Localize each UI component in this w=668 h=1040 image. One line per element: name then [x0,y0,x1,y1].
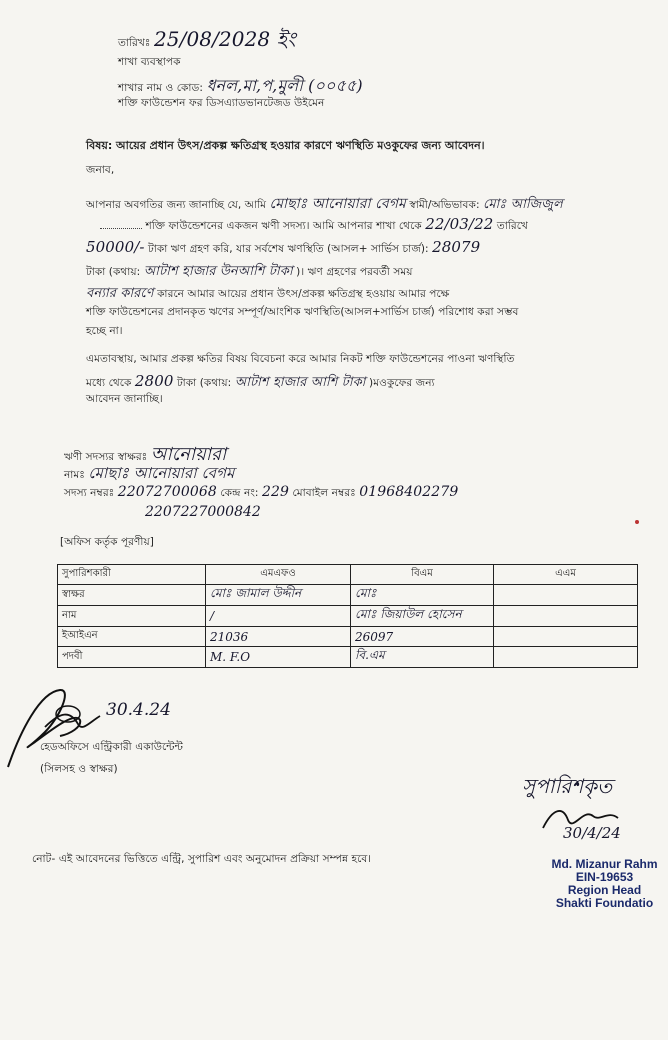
bm-name: মোঃ জিয়াউল হোসেন [351,606,494,627]
header-mfo: এমএফও [206,565,351,585]
table-row [58,585,638,606]
applicant-name-hand: মোছাঃ আনোয়ারা বেগম [269,196,406,212]
row-label: নাম [58,606,206,627]
member-signature-label: ঋণী সদস্যর স্বাক্ষরঃ [64,451,148,463]
member-number-hand: 22072700068 [117,484,217,500]
mobile-number-hand: 01968402279 [359,484,459,500]
date-label: তারিখঃ [118,37,151,49]
para2-in-words-label: টাকা (কথায়: [176,377,232,389]
subject-line: বিষয়: আয়ের প্রধান উৎস/প্রকল্প ক্ষতিগ্রস্থ হওয়ার কারণে ঋণস্থিতি মওকুফের জন্য আবেদন। [86,139,485,152]
member-name-label: নামঃ [64,469,85,481]
org-name: শক্তি ফাউন্ডেশন ফর ডিসএ্যাডভানটেজড উইমেন [118,97,325,109]
branch-label: শাখার নাম ও কোড: [118,82,203,94]
stamp-name: Md. Mizanur Rahm [551,857,658,871]
am-name [494,606,638,627]
stamp-role: Region Head [567,883,642,897]
loan-amount-hand: 50000/- [86,238,145,256]
para2-text-waive: )মওকুফের জন্য [369,377,435,389]
table-row [58,606,638,627]
date-value: 25/08/2028 ইং [153,27,296,51]
header-bm: বিএম [351,565,494,585]
mfo-signature: মোঃ জামাল উদ্দীন [206,585,351,606]
member-name-hand: মোছাঃ আনোয়ারা বেগম [88,464,235,482]
loan-date-hand: 22/03/22 [425,215,494,233]
waive-amount-hand: 2800 [134,372,174,390]
center-number-label: কেন্দ্র নং: [220,487,259,499]
para1-line1 [86,192,563,216]
am-designation [494,647,638,668]
footer-note: নোট- এই আবেদনের ভিত্তিতে এন্ট্রি, সুপারিশ এবং অনুমোদন প্রক্রিয়া সম্পন্ন হবে। [32,853,372,865]
outstanding-hand: 28079 [432,238,481,256]
para1-text-after: )। ঋণ গ্রহণের পরবর্তী সময় [296,266,413,278]
recommendation-table [57,564,638,668]
stamp-org: Shakti Foundatio [555,896,654,910]
row-label: ইআইএন [58,627,206,647]
recommended-hand: সুপারিশকৃত [522,774,613,798]
para1-text-intro: আপনার অবগতির জন্য জানাচ্ছি যে, আমি [86,199,267,211]
para1-line4 [86,262,413,283]
member-number-hand-2: 2207227000842 [145,504,261,520]
region-head-stamp [537,858,668,910]
salutation: জনাব, [86,164,115,176]
in-words-label: টাকা (কথায়: [86,266,141,278]
row-label: পদবী [58,647,206,668]
para1-text-loan: টাকা ঋণ গ্রহণ করি, যার সর্বশেষ ঋণস্থিতি (আসল+ সার্ভিস চার্জ): [148,243,429,255]
am-signature [494,585,638,606]
para2-line3: আবেদন জানাচ্ছি। [86,393,163,405]
mfo-designation: M. F.O [206,647,351,668]
branch-value: ধনল,মা,প,মুলী (০০৫৫) [206,76,363,95]
para1-line5 [86,284,449,305]
row-label: স্বাক্ষর [58,585,206,606]
para2-text-from: মধ্যে থেকে [86,377,132,389]
para1-text-reason: কারনে আমার আয়ের প্রধান উৎস/প্রকল্প ক্ষতিগ্রস্থ হওয়ায় আমার পক্ষে [157,288,450,300]
para1-line7: হচ্ছে না। [86,325,123,337]
para2-line2 [86,372,435,394]
mfo-ein: 21036 [206,627,351,647]
para1-line6: শক্তি ফাউন্ডেশনের প্রদানকৃত ঋণের সম্পূর্ণ/আংশিক ঋণস্থিতি(আসল+সার্ভিস চার্জ) পরিশোধ করা সম্ভব [86,306,519,318]
header-am: এএম [494,565,638,585]
outstanding-words-hand: আটাশ হাজার উনআশি টাকা [143,264,293,279]
para1-line3 [86,238,480,259]
header-recommender: সুপারিশকারী [58,565,206,585]
table-row [58,627,638,647]
ink-dot [635,520,639,524]
blank-dots [100,228,142,229]
mfo-name: / [206,606,351,627]
accountant-title: হেডঅফিসে এন্ট্রিকারী একাউন্টেন্ট [40,741,183,753]
am-ein [494,627,638,647]
para1-line2 [100,215,528,236]
stamp-ein: EIN-19653 [575,870,634,884]
bm-signature: মোঃ [351,585,494,606]
table-header-row [58,565,638,585]
para1-text-member: শক্তি ফাউন্ডেশনের একজন ঋণী সদস্য। আমি আপনার শাখা থেকে [145,220,422,232]
guardian-label: স্বামী/অভিভাবক: [409,199,480,211]
member-number-label: সদস্য নম্বরঃ [64,487,115,499]
center-number-hand: 229 [262,484,290,500]
addressee: শাখা ব্যবস্থাপক [118,56,181,68]
bm-designation: বি.এম [351,647,494,668]
reason-hand: বন্যার কারণে [86,286,154,301]
guardian-hand: মোঃ আজিজুল [483,197,563,212]
waive-words-hand: আটাশ হাজার আশি টাকা [234,375,366,390]
member-signature-hand: আনোয়ারা [150,444,227,465]
office-note: [অফিস কর্তৃক পূরণীয়] [60,536,154,548]
accountant-subtitle: (সিলসহ ও স্বাক্ষর) [40,763,118,775]
member-number-row [64,484,458,503]
date-suffix: তারিখে [496,220,528,232]
accountant-date-hand: 30.4.24 [106,700,171,720]
mobile-label: মোবাইল নম্বরঃ [292,487,356,499]
bm-ein: 26097 [351,627,494,647]
table-row [58,647,638,668]
date-row [118,25,296,58]
para2-line1: এমতাবস্থায়, আমার প্রকল্প ক্ষতির বিষয় বিবেচনা করে আমার নিকট শক্তি ফাউন্ডেশনের পাওনা ঋণস্থিতি [86,353,515,365]
approver-date-hand: 30/4/24 [563,824,621,842]
